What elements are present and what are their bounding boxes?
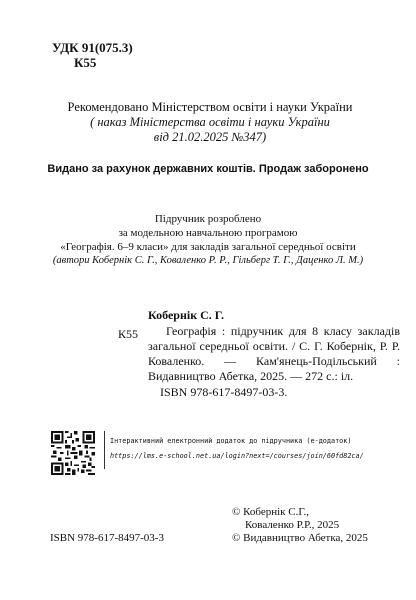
development-line1: Підручник розроблено (154, 213, 262, 225)
copyright-publisher: © Видавництво Абетка, 2025 (232, 532, 368, 544)
development-line2: за модельною навчальною програмою (118, 227, 298, 239)
program-title: «Географія. 6–9 класи» для закладів загальної середньої освіти (60, 241, 356, 253)
udk-code: УДК 91(075.3) (52, 40, 133, 55)
recommendation-line: Рекомендовано Міністерством освіти і науки України (67, 100, 353, 114)
recommendation-block (60, 100, 360, 145)
bib-description: Географія : підручник для 8 класу закладів загальної середньої освіти. / С. Г. Кобернік, Р. Р. Коваленко. — Кам'янець-Подільський : Видавництво Абетка, 2025. — 272 с.: іл. (148, 324, 400, 383)
udk-block (52, 40, 133, 70)
qr-divider (104, 431, 105, 469)
recommendation-date: від 21.02.2025 №347) (153, 130, 267, 144)
recommendation-order: ( наказ Міністерства освіти і науки України (90, 115, 330, 129)
qr-code-icon[interactable] (51, 431, 95, 475)
e-addon-title: Інтерактивний електронний додаток до підручника (е-додаток) (110, 437, 352, 445)
copyright-block (232, 506, 368, 545)
bib-author-code: К55 (118, 327, 139, 341)
bib-author: Кобернік С. Г. (148, 308, 225, 322)
copyright-coauthor: Коваленко Р.Р., 2025 (245, 519, 340, 531)
bottom-isbn: ISBN 978-617-8497-03-3 (50, 532, 164, 544)
program-authors: (автори Кобернік С. Г., Коваленко Р. Р., Гільберг Т. Г., Даценко Л. М.) (52, 255, 364, 266)
e-addon-link[interactable]: https://lms.e-school.net.ua/login?next=/courses/join/60fd82ca/ (110, 452, 364, 460)
bib-isbn: ISBN 978-617-8497-03-3. (160, 385, 288, 399)
copyright-author: © Кобернік С.Г., (232, 506, 309, 518)
sale-notice: Видано за рахунок державних коштів. Продаж заборонено (47, 163, 369, 175)
development-block (20, 212, 396, 268)
author-code: К55 (74, 55, 97, 70)
